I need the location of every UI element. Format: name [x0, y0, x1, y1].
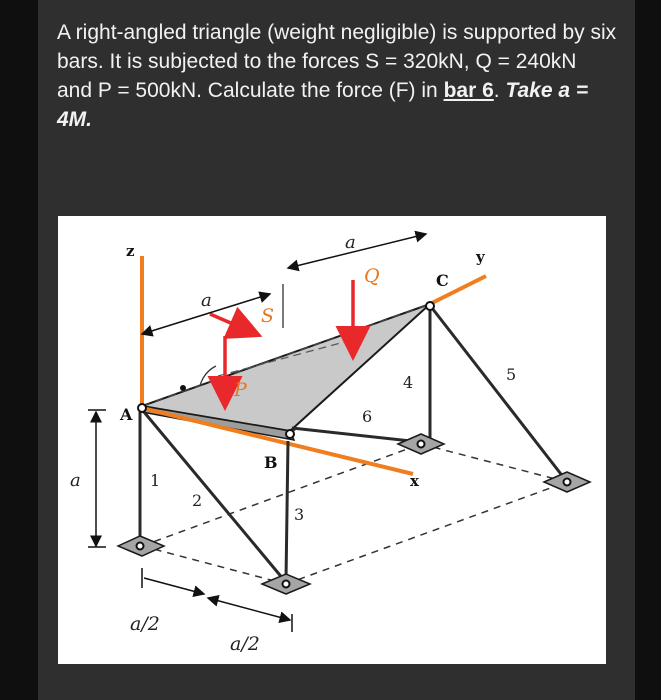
problem-statement — [57, 18, 617, 134]
bar-4-label: 4 — [403, 373, 414, 392]
bar-3-label: 3 — [294, 505, 305, 524]
dim-a-mid-label: a — [201, 290, 212, 311]
axis-x-label: x — [410, 472, 419, 490]
problem-text: A right-angled triangle (weight negligible) is supported by six bars. It is subjected to the forces S = 320kN, Q = 240kN and P = 500kN. Calculate the force (F) in — [57, 21, 617, 102]
point-b-label: B — [264, 453, 278, 472]
dim-a-left-label: a — [70, 470, 81, 491]
dim-a2-first-label: a/2 — [130, 613, 160, 635]
force-p-label: P — [234, 379, 247, 401]
force-s-label: S — [261, 305, 275, 327]
take-value: Take a = 4M. — [57, 79, 589, 131]
dim-a-top-label: a — [345, 232, 356, 253]
truss-figure — [58, 216, 606, 664]
bar-3-line — [286, 441, 288, 580]
axis-z-label: z — [126, 242, 135, 260]
problem-text-mid: . — [493, 79, 506, 102]
truss-diagram — [58, 216, 606, 664]
axis-y-label: y — [476, 248, 485, 266]
bar-2-label: 2 — [192, 491, 203, 510]
bar-6-line — [292, 428, 420, 442]
force-q-label: Q — [364, 265, 380, 287]
bar-5-label: 5 — [506, 365, 517, 384]
dim-a2-second-label: a/2 — [230, 633, 260, 655]
bar-reference: bar 6 — [443, 79, 494, 102]
plate-center-dot — [180, 385, 186, 391]
point-a-label: A — [120, 405, 133, 424]
force-s-arrow — [210, 314, 256, 334]
bar-1-label: 1 — [150, 471, 161, 490]
bar-6-label: 6 — [362, 407, 373, 426]
point-c-label: C — [436, 271, 449, 290]
support-pins — [137, 441, 571, 588]
triangle-plate — [142, 304, 430, 431]
